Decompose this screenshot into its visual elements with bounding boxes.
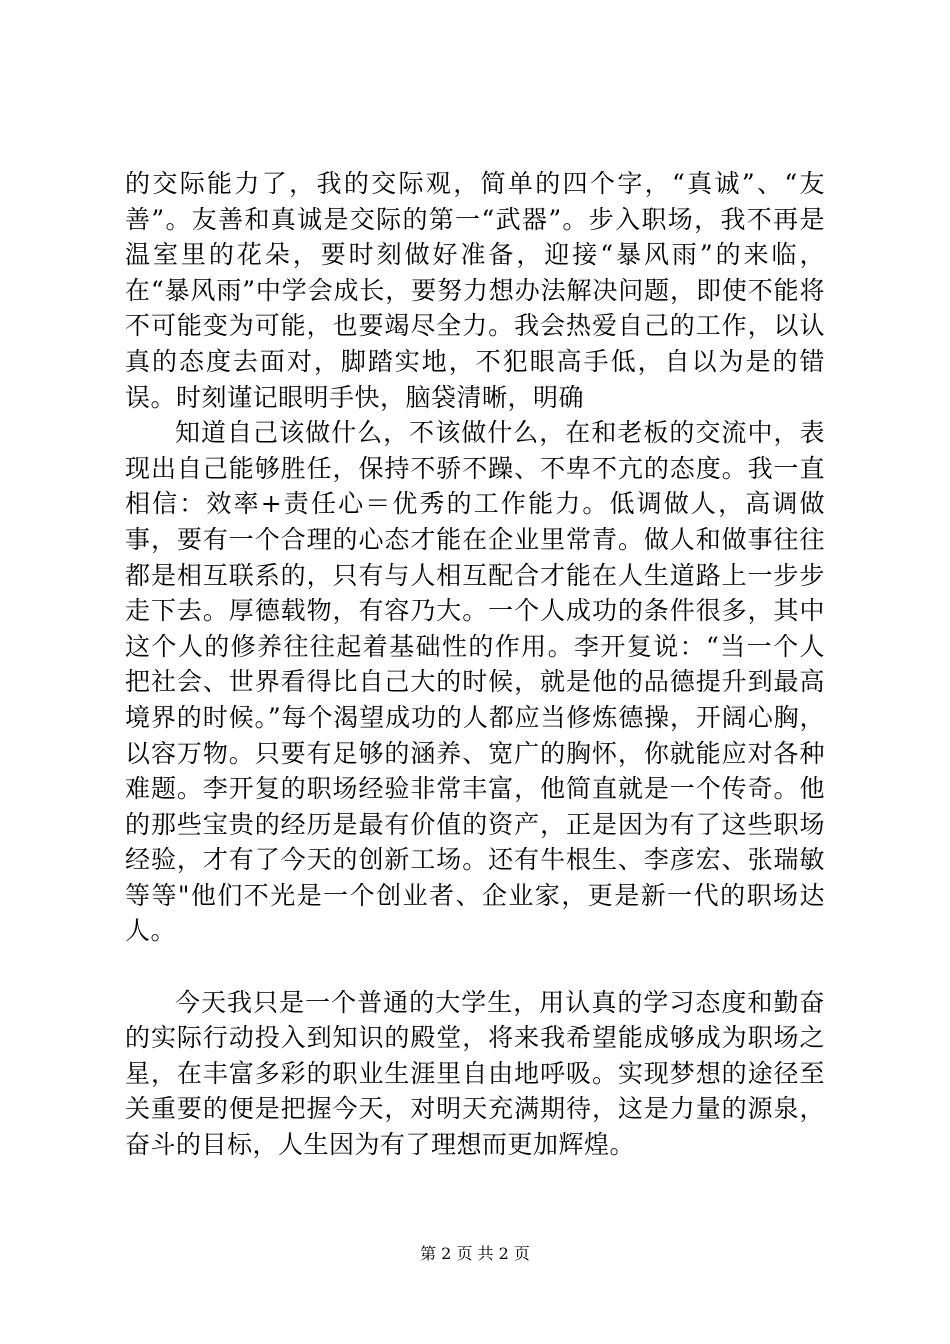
paragraph-continuation: 的交际能力了，我的交际观，简单的四个字，“真诚”、“友善”。友善和真诚是交际的第一“武器”。步入职场，我不再是温室里的花朵，要时刻做好准备，迎接“暴风雨”的来临，在“暴风雨”中学会成长，要努力想办法解决问题，即使不能将不可能变为可能，也要竭尽全力。我会热爱自己的工作，以认真的态度去面对，脚踏实地，不犯眼高手低，自以为是的错误。时刻谨记眼明手快，脑袋清晰，明确: [125, 169, 825, 412]
paragraph-spacer: [125, 949, 825, 985]
page-footer: 第 2 页 共 2 页: [420, 1244, 530, 1263]
paragraph-conclusion: 今天我只是一个普通的大学生，用认真的学习态度和勤奋的实际行动投入到知识的殿堂，将来我希望能成够成为职场之星，在丰富多彩的职业生涯里自由地呼吸。实现梦想的途径至关重要的便是把握今天，对明天充满期待，这是力量的源泉，奋斗的目标，人生因为有了理想而更加辉煌。: [125, 987, 825, 1160]
document-body: [125, 166, 825, 1163]
paragraph-body: 知道自己该做什么，不该做什么，在和老板的交流中，表现出自己能够胜任，保持不骄不躁、不卑不亢的态度。我一直相信：效率+责任心＝优秀的工作能力。低调做人，高调做事，要有一个合理的心态才能在企业里常青。做人和做事往往都是相互联系的，只有与人相互配合才能在人生道路上一步步走下去。厚德载物，有容乃大。一个人成功的条件很多，其中这个人的修养往往起着基础性的作用。李开复说：“当一个人把社会、世界看得比自己大的时候，就是他的品德提升到最高境界的时候。”每个渴望成功的人都应当修炼德操，开阔心胸，以容万物。只要有足够的涵养、宽广的胸怀，你就能应对各种难题。李开复的职场经验非常丰富，他简直就是一个传奇。他的那些宝贵的经历是最有价值的资产，正是因为有了这些职场经验，才有了今天的创新工场。还有牛根生、李彦宏、张瑞敏等等"他们不光是一个创业者、企业家，更是新一代的职场达人。: [125, 418, 825, 946]
